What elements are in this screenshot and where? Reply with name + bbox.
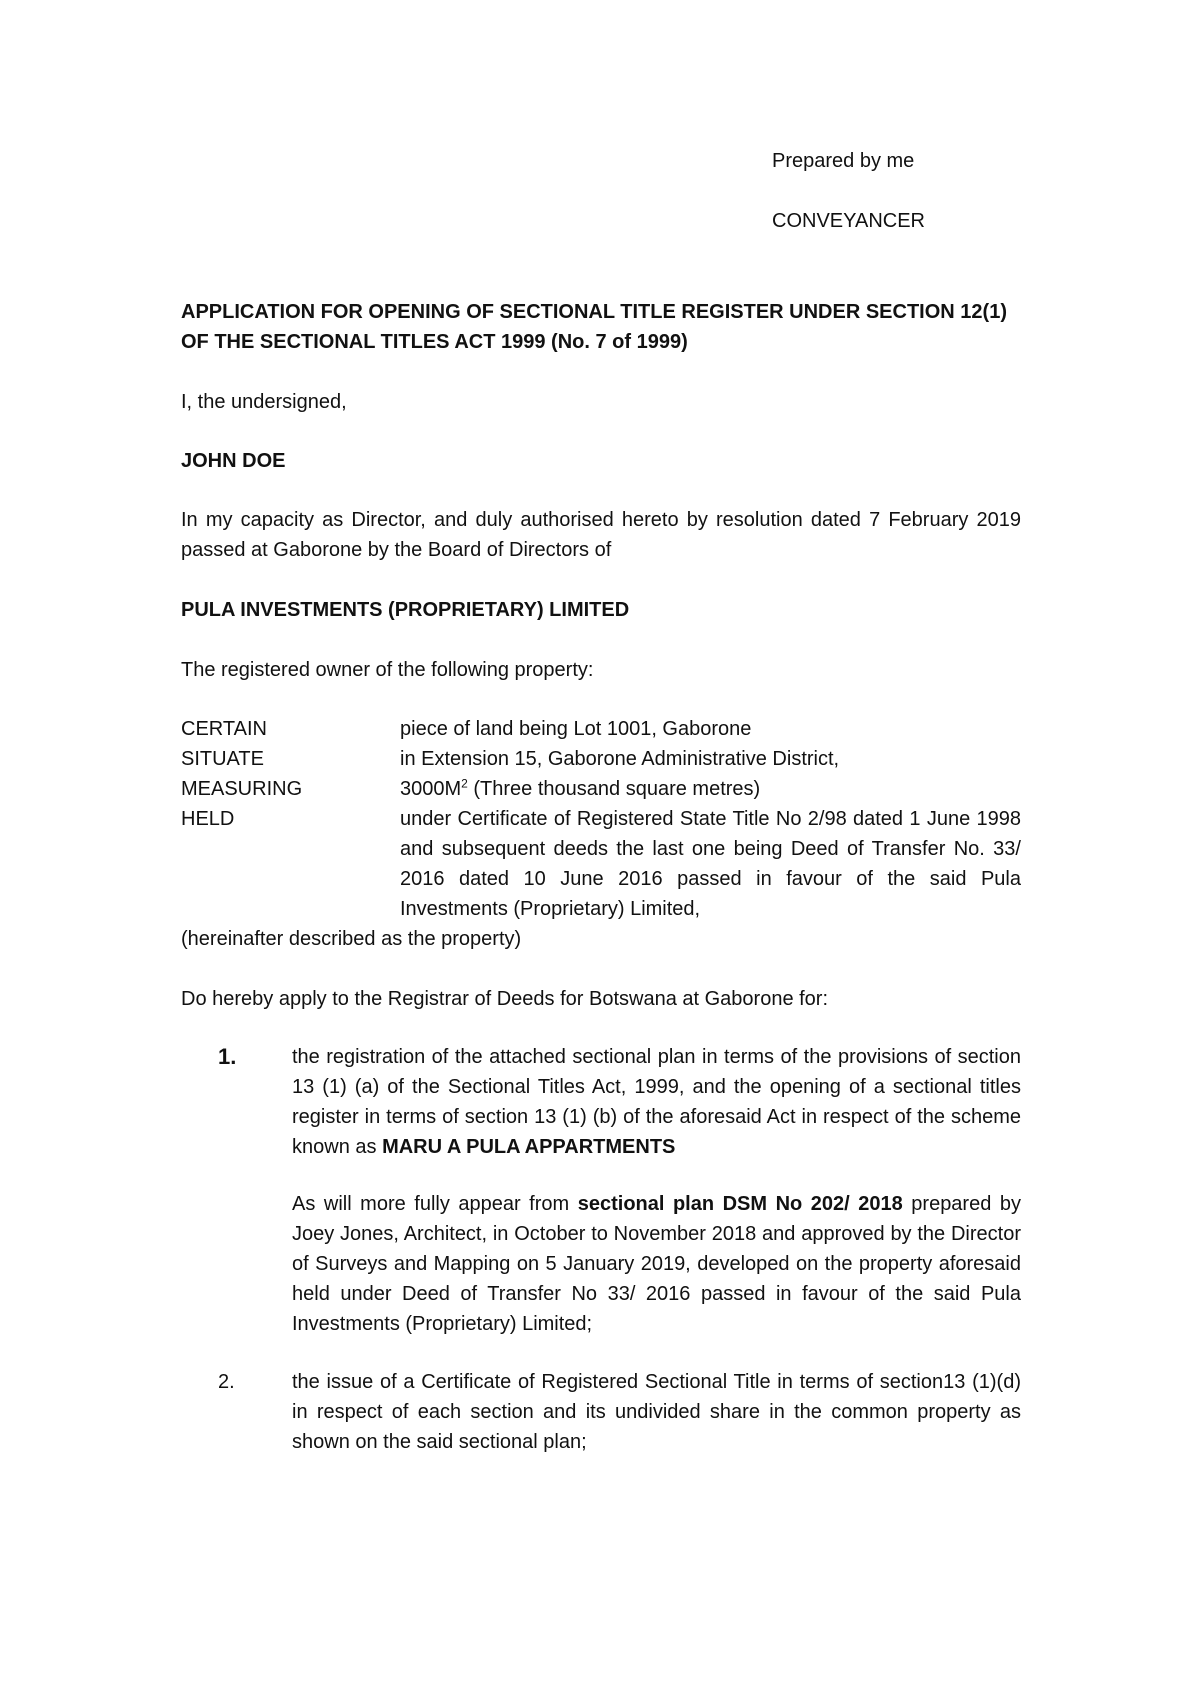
measuring-value-words: (Three thousand square metres) [467,778,761,800]
measuring-value-superscript: 2 [461,776,468,791]
item-1-body: the registration of the attached sectional plan in terms of the provisions of section 13 (1) (a) of the Sectional Titles Act, 1999, and the opening of a sectional titles register in terms of section 13 (1) (b) of the aforesaid Act in respect of the scheme known as [292,1046,1021,1158]
apply-intro: Do hereby apply to the Registrar of Deeds for Botswana at Gaborone for: [181,988,829,1010]
item-1-appear-paragraph [292,1189,1021,1339]
situate-label: SITUATE [181,748,264,770]
held-value: under Certificate of Registered State Title No 2/98 dated 1 June 1998 and subsequent deeds the last one being Deed of Transfer No. 33/ 2016 dated 10 June 2016 passed in favour of the said Pula Investments (Proprietary) Limited, [400,808,1021,920]
undersigned-text: I, the undersigned, [181,391,347,413]
appear-details: prepared by Joey Jones, Architect, in October to November 2018 and approved by the Director of Surveys and Mapping on 5 January 2019, developed on the property aforesaid held under Deed of Transfer No 33/ 2016 passed in favour of the said Pula Investments (Proprietary) Limited; [292,1193,1021,1335]
title-line-2: OF THE SECTIONAL TITLES ACT 1999 (No. 7 of 1999) [181,331,688,353]
sectional-plan-ref: sectional plan DSM No 202/ 2018 [577,1193,903,1215]
item-2-text: the issue of a Certificate of Registered Sectional Title in terms of section13 (1)(d) in respect of each section and its undivided share in the common property as shown on the said sectional plan; [292,1371,1021,1453]
property-row-situate [181,744,1021,774]
certain-label: CERTAIN [181,718,267,740]
signatory-name: JOHN DOE [181,450,286,472]
prepared-by-text: Prepared by me [772,150,915,172]
situate-value: in Extension 15, Gaborone Administrative District, [400,748,840,770]
certain-value: piece of land being Lot 1001, Gaborone [400,718,752,740]
measuring-label: MEASURING [181,778,303,800]
scheme-name: MARU A PULA APPARTMENTS [382,1136,676,1158]
item-2-number: 2. [218,1371,235,1393]
appear-intro: As will more fully appear from [292,1193,570,1215]
title-line-1: APPLICATION FOR OPENING OF SECTIONAL TITLE REGISTER UNDER SECTION 12(1) [181,301,1007,323]
item-1-number: 1. [218,1044,237,1069]
property-row-measuring [181,774,1021,804]
hereinafter-text: (hereinafter described as the property) [181,928,522,950]
measuring-value [400,774,1021,804]
held-label: HELD [181,808,235,830]
company-name: PULA INVESTMENTS (PROPRIETARY) LIMITED [181,599,630,621]
owner-intro: The registered owner of the following property: [181,659,594,681]
item-1-text [292,1042,1021,1162]
capacity-paragraph: In my capacity as Director, and duly authorised hereto by resolution dated 7 February 2019 passed at Gaborone by the Board of Directors of [181,509,1021,561]
conveyancer-label: CONVEYANCER [772,210,925,232]
measuring-value-amount: 3000M [400,778,462,800]
property-row-certain [181,714,1021,744]
